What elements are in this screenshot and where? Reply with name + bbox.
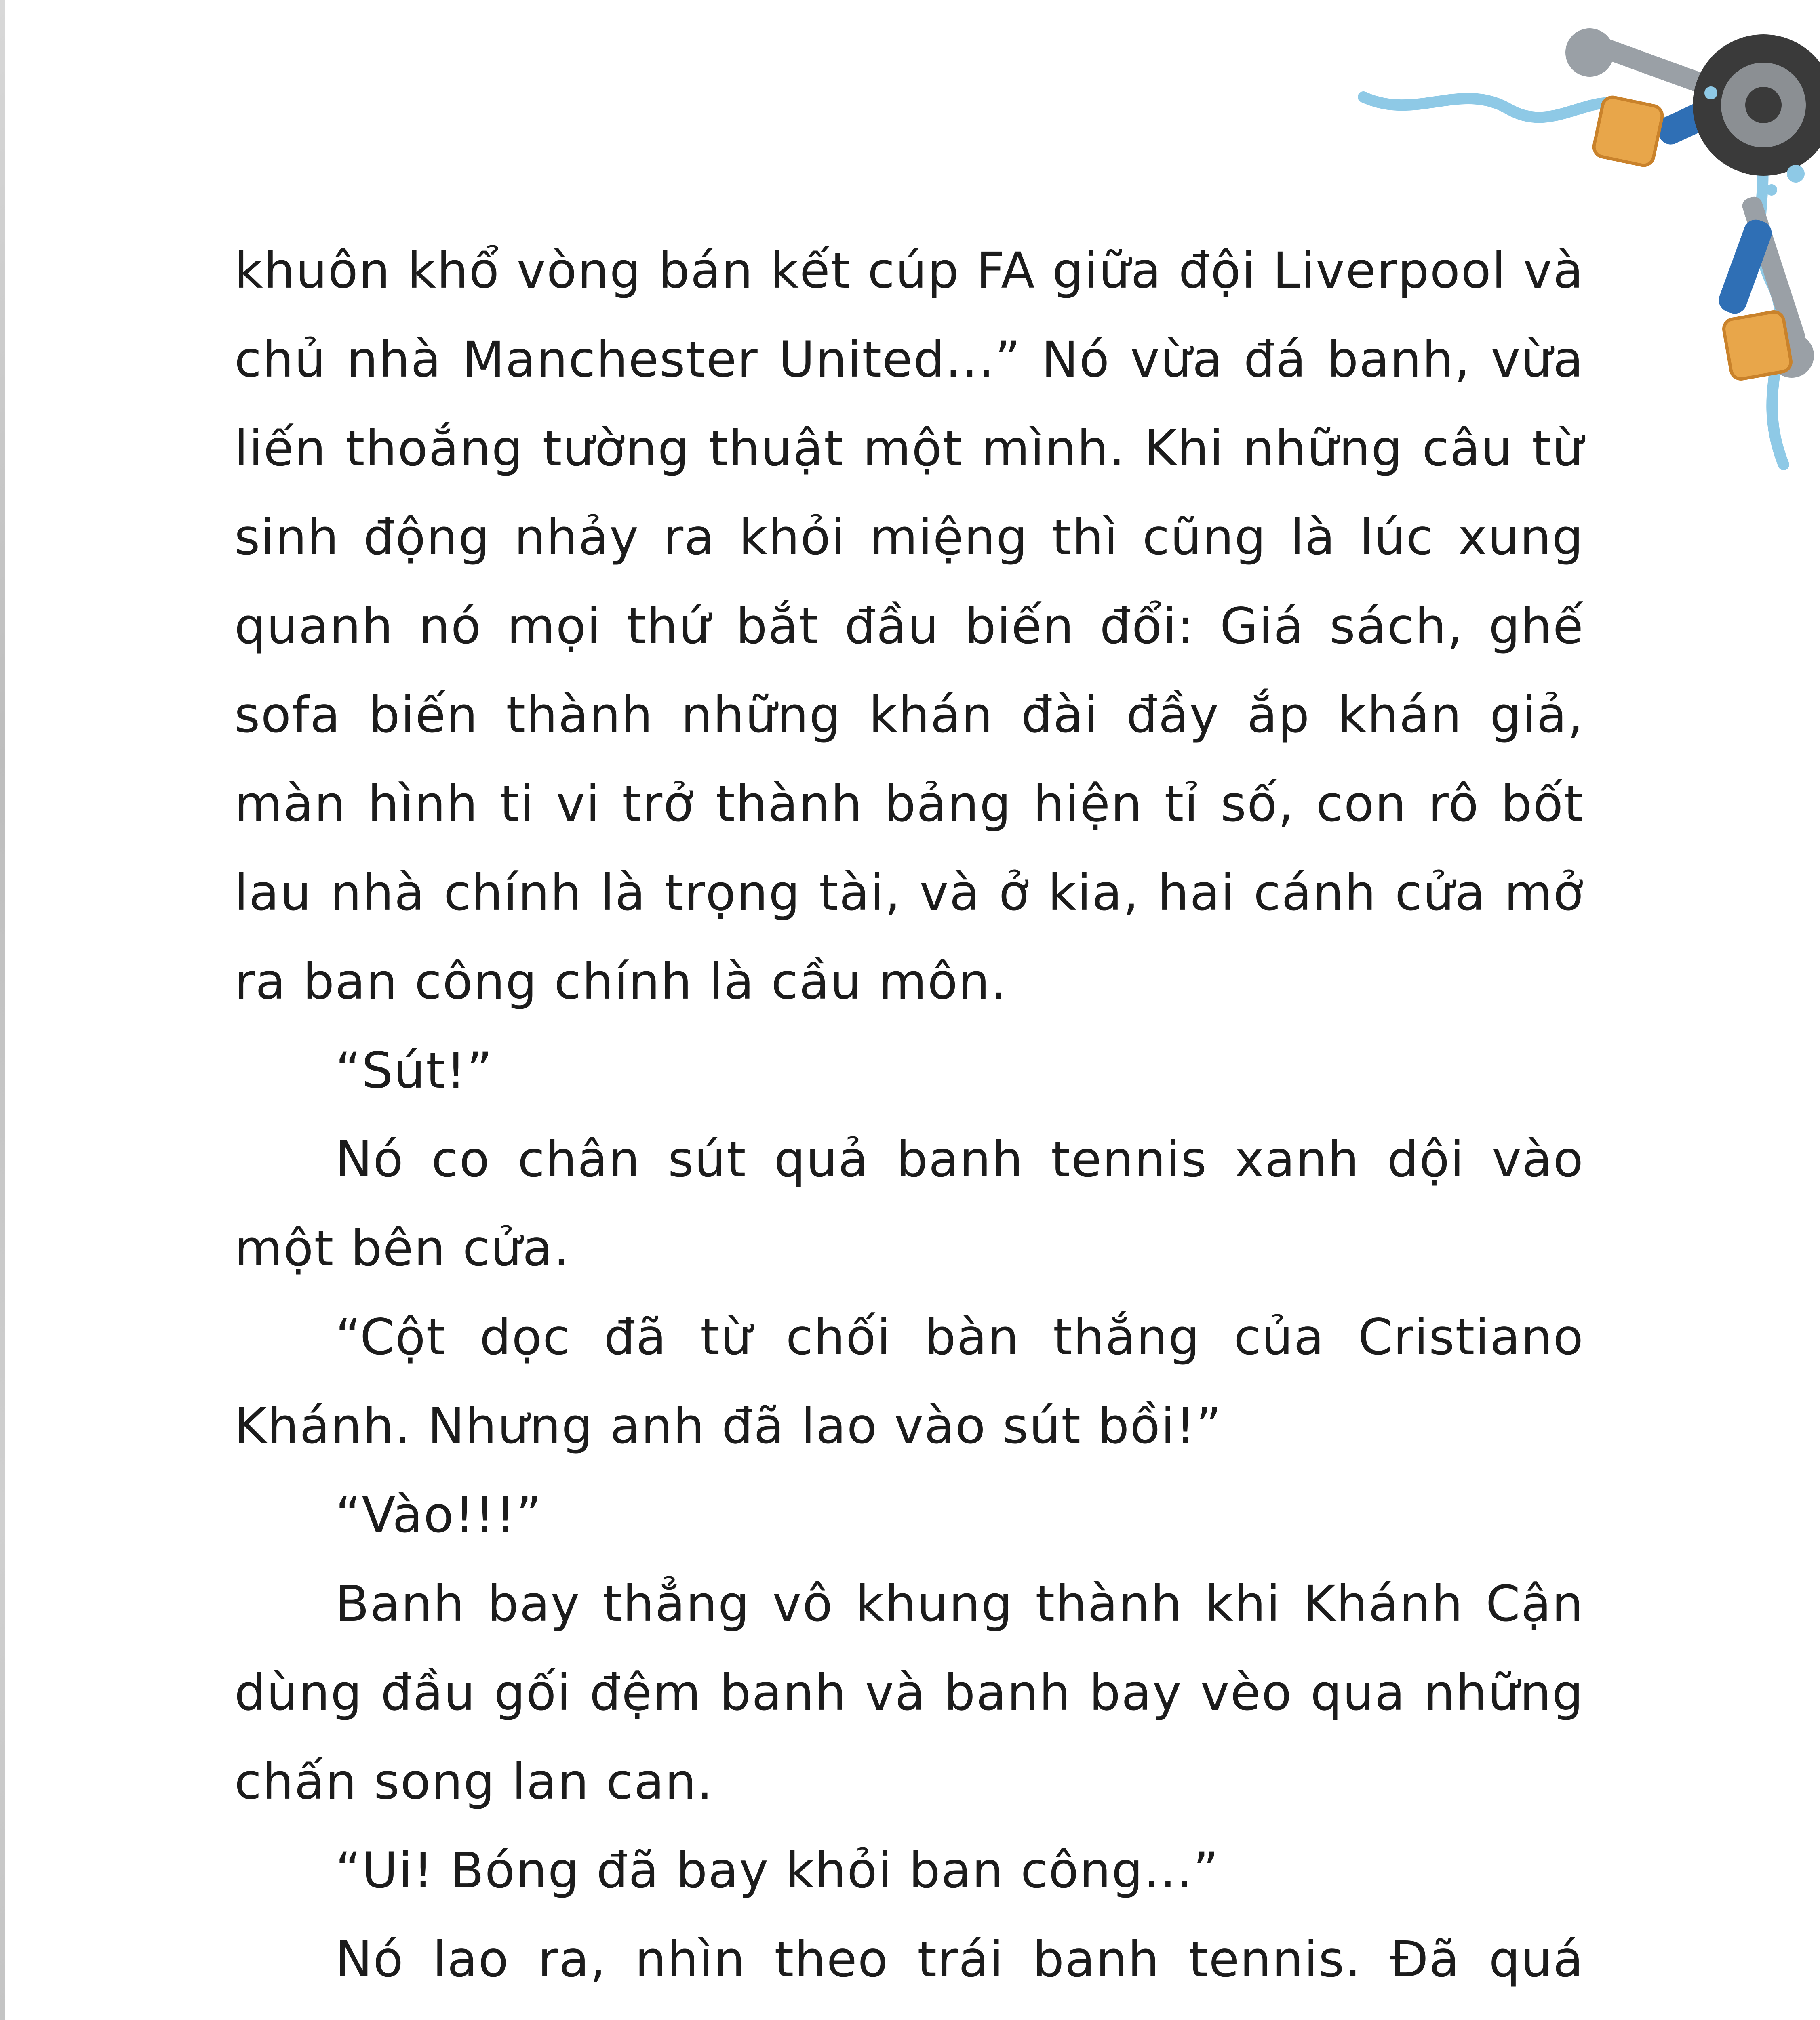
paragraph: “Vào!!!” <box>335 1486 543 1544</box>
body-text <box>234 226 1584 2020</box>
paragraph: “Ui! Bóng đã bay khỏi ban công...” <box>335 1842 1220 1899</box>
paragraph: khuôn khổ vòng bán kết cúp FA giữa đội Liverpool và chủ nhà Manchester United...” Nó vừa đá banh, vừa liến thoắng tường thuật một mình. Khi những câu từ sinh động nhảy ra khỏi miệng thì cũng là lúc xung quanh nó mọi thứ bắt đầu biến đổi: Giá sách, ghế sofa biến thành những khán đài đầy ắp khán giả, màn hình ti vi trở thành bảng hiện tỉ số, con rô bốt lau nhà chính là trọng tài, và ở kia, hai cánh cửa mở ra ban công chính là cầu môn. <box>234 242 1584 1010</box>
tire-icon <box>1693 34 1820 176</box>
paragraph: “Cột dọc đã từ chối bàn thắng của Cristiano Khánh. Nhưng anh đã lao vào sút bồi!” <box>234 1309 1584 1455</box>
paragraph: “Sút!” <box>335 1042 493 1099</box>
paragraph: Nó lao ra, nhìn theo trái banh tennis. Đã quá <box>335 1931 1584 1988</box>
page-edge <box>0 0 5 2020</box>
paragraph: Nó co chân sút quả banh tennis xanh dội vào một bên cửa. <box>234 1131 1584 1277</box>
paragraph: Banh bay thẳng vô khung thành khi Khánh Cận dùng đầu gối đệm banh và banh bay vèo qua những chấn song lan can. <box>234 1575 1584 1810</box>
